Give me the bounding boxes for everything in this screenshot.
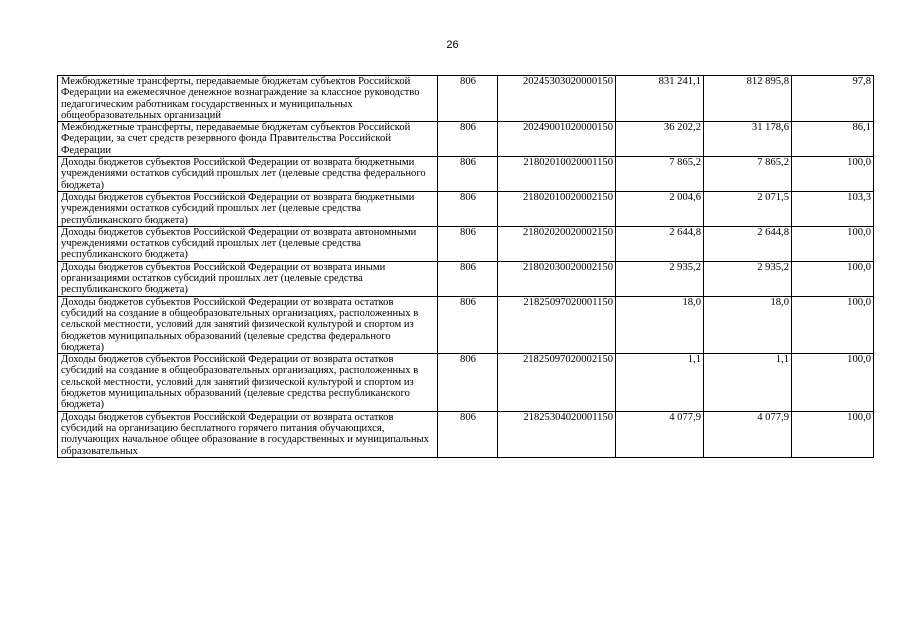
table-row (58, 411, 874, 457)
row-planned-amount-cell: 36 202,2 (616, 122, 704, 157)
row-budget-code-cell: 20249001020000150 (498, 122, 616, 157)
row-planned-amount-cell: 4 077,9 (616, 411, 704, 457)
row-admin-code-cell: 806 (438, 296, 498, 353)
page-number: 26 (446, 39, 459, 51)
row-planned-amount-cell: 2 644,8 (616, 226, 704, 261)
row-name-cell: Доходы бюджетов субъектов Российской Федерации от возврата иными организациями остатков субсидий прошлых лет (целевые средства республиканского бюджета) (58, 261, 438, 296)
row-percent-cell: 100,0 (792, 261, 874, 296)
row-percent-cell: 100,0 (792, 157, 874, 192)
row-percent-cell: 100,0 (792, 296, 874, 353)
row-name-cell: Доходы бюджетов субъектов Российской Федерации от возврата бюджетными учреждениями остатков субсидий прошлых лет (целевые средства федерального бюджета) (58, 157, 438, 192)
table-row (58, 226, 874, 261)
row-planned-amount-cell: 1,1 (616, 354, 704, 411)
row-budget-code-cell: 20245303020000150 (498, 76, 616, 122)
row-admin-code-cell: 806 (438, 157, 498, 192)
row-budget-code-cell: 21825097020001150 (498, 296, 616, 353)
table-row (58, 261, 874, 296)
row-actual-amount-cell: 4 077,9 (704, 411, 792, 457)
row-actual-amount-cell: 2 644,8 (704, 226, 792, 261)
row-budget-code-cell: 21802010020001150 (498, 157, 616, 192)
row-percent-cell: 100,0 (792, 226, 874, 261)
row-percent-cell: 103,3 (792, 191, 874, 226)
row-admin-code-cell: 806 (438, 354, 498, 411)
row-admin-code-cell: 806 (438, 191, 498, 226)
row-name-cell: Доходы бюджетов субъектов Российской Федерации от возврата автономными учреждениями остатков субсидий прошлых лет (целевые средства республиканского бюджета) (58, 226, 438, 261)
row-budget-code-cell: 21802010020002150 (498, 191, 616, 226)
row-budget-code-cell: 21802020020002150 (498, 226, 616, 261)
row-percent-cell: 100,0 (792, 411, 874, 457)
row-percent-cell: 86,1 (792, 122, 874, 157)
table-row (58, 296, 874, 353)
row-admin-code-cell: 806 (438, 261, 498, 296)
table-row (58, 354, 874, 411)
row-name-cell: Доходы бюджетов субъектов Российской Федерации от возврата бюджетными учреждениями остатков субсидий прошлых лет (целевые средства республиканского бюджета) (58, 191, 438, 226)
row-name-cell: Доходы бюджетов субъектов Российской Федерации от возврата остатков субсидий на создание в общеобразовательных организациях, расположенных в сельской местности, условий для занятий физической культурой и спортом из бюджетов муниципальных образований (целевые средства федерального бюджета) (58, 296, 438, 353)
table-body (58, 76, 874, 458)
row-actual-amount-cell: 18,0 (704, 296, 792, 353)
row-actual-amount-cell: 2 935,2 (704, 261, 792, 296)
row-planned-amount-cell: 18,0 (616, 296, 704, 353)
row-admin-code-cell: 806 (438, 76, 498, 122)
row-planned-amount-cell: 831 241,1 (616, 76, 704, 122)
row-planned-amount-cell: 2 004,6 (616, 191, 704, 226)
row-name-cell: Доходы бюджетов субъектов Российской Федерации от возврата остатков субсидий на организацию бесплатного горячего питания обучающихся, получающих начальное общее образование в государственных и муниципальных образовательных (58, 411, 438, 457)
row-planned-amount-cell: 7 865,2 (616, 157, 704, 192)
revenue-table (57, 75, 874, 458)
table-row (58, 157, 874, 192)
row-name-cell: Доходы бюджетов субъектов Российской Федерации от возврата остатков субсидий на создание в общеобразовательных организациях, расположенных в сельской местности, условий для занятий физической культурой и спортом из бюджетов муниципальных образований (целевые средства республиканского бюджета) (58, 354, 438, 411)
row-actual-amount-cell: 812 895,8 (704, 76, 792, 122)
row-percent-cell: 100,0 (792, 354, 874, 411)
row-actual-amount-cell: 31 178,6 (704, 122, 792, 157)
row-budget-code-cell: 21825097020002150 (498, 354, 616, 411)
row-budget-code-cell: 21802030020002150 (498, 261, 616, 296)
row-actual-amount-cell: 1,1 (704, 354, 792, 411)
row-budget-code-cell: 21825304020001150 (498, 411, 616, 457)
row-admin-code-cell: 806 (438, 226, 498, 261)
row-actual-amount-cell: 2 071,5 (704, 191, 792, 226)
table-row (58, 122, 874, 157)
row-actual-amount-cell: 7 865,2 (704, 157, 792, 192)
table-row (58, 76, 874, 122)
row-name-cell: Межбюджетные трансферты, передаваемые бюджетам субъектов Российской Федерации на ежемесячное денежное вознаграждение за классное руководство педагогическим работникам государственных и муниципальных общеобразовательных организаций (58, 76, 438, 122)
row-name-cell: Межбюджетные трансферты, передаваемые бюджетам субъектов Российской Федерации, за счет средств резервного фонда Правительства Российской Федерации (58, 122, 438, 157)
row-percent-cell: 97,8 (792, 76, 874, 122)
table-row (58, 191, 874, 226)
row-admin-code-cell: 806 (438, 122, 498, 157)
row-admin-code-cell: 806 (438, 411, 498, 457)
row-planned-amount-cell: 2 935,2 (616, 261, 704, 296)
